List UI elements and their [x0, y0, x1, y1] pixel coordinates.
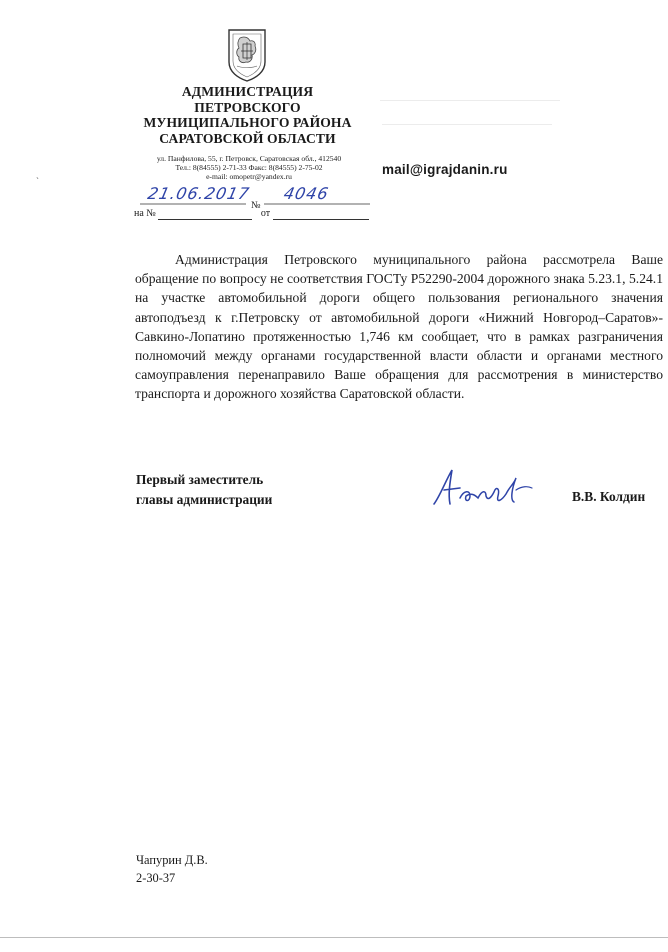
faint-scan-line: [382, 124, 552, 125]
executor-phone: 2-30-37: [136, 871, 176, 886]
org-line-1: АДМИНИСТРАЦИЯ: [181, 84, 314, 99]
letter-body: Администрация Петровского муниципального района рассмотрела Ваше обращение по вопросу не соответствия ГОСТу Р52290-2004 дорожного знака 5.23.1, 5.24.1 на участке автомобильной дороги общего пользования регионального значения автоподъезд к г.Петровску от автомобильной дороги «Нижний Новгород–Саратов»- Савкино-Лопатино протяженностью 1,746 км сообщает, что в рамках разграничения полномочий между органами государственной власти области и органами местного самоуправления перенаправило Ваше обращения для рассмотрения в министерство транспорта и дорожного хозяйства Саратовской области.: [135, 252, 663, 402]
signer-title-line-2: главы администрации: [136, 491, 273, 507]
org-phone-fax: Тел.: 8(84555) 2-71-33 Факс: 8(84555) 2-75-02: [175, 163, 323, 173]
registration-date-handwritten: 21.06.2017: [145, 184, 252, 203]
org-contacts: [140, 154, 358, 182]
org-line-4: САРАТОВСКОЙ ОБЛАСТИ: [159, 130, 336, 146]
scan-bottom-edge: [0, 937, 668, 938]
org-email: e-mail: omopetr@yandex.ru: [206, 172, 292, 182]
signer-title: [136, 470, 272, 509]
reference-number-label: на №: [134, 208, 156, 219]
reference-from-label: от: [260, 208, 271, 219]
recipient-email: mail@igrajdanin.ru: [382, 162, 508, 177]
executor-name: Чапурин Д.В.: [136, 853, 208, 867]
reference-number-blank: [158, 210, 252, 220]
signer-title-line-1: Первый заместитель: [136, 472, 264, 487]
organization-name: [120, 84, 375, 146]
executor-info: [136, 851, 208, 888]
registration-number-handwritten: 4046: [281, 184, 331, 203]
org-line-3: МУНИЦИПАЛЬНОГО РАЙОНА: [143, 115, 352, 131]
registration-number-label: №: [251, 200, 261, 211]
margin-mark: ˴: [36, 172, 39, 182]
coat-of-arms-icon: [226, 28, 268, 82]
reference-row: [134, 208, 369, 220]
org-line-2: ПЕТРОВСКОГО: [194, 99, 301, 115]
faint-scan-line: [380, 100, 560, 101]
reference-date-blank: [273, 210, 369, 220]
handwritten-signature: [430, 466, 540, 510]
signer-name: В.В. Колдин: [572, 489, 646, 504]
registration-underline: [140, 203, 372, 206]
org-address: ул. Панфилова, 55, г. Петровск, Саратовская обл., 412540: [156, 154, 342, 163]
